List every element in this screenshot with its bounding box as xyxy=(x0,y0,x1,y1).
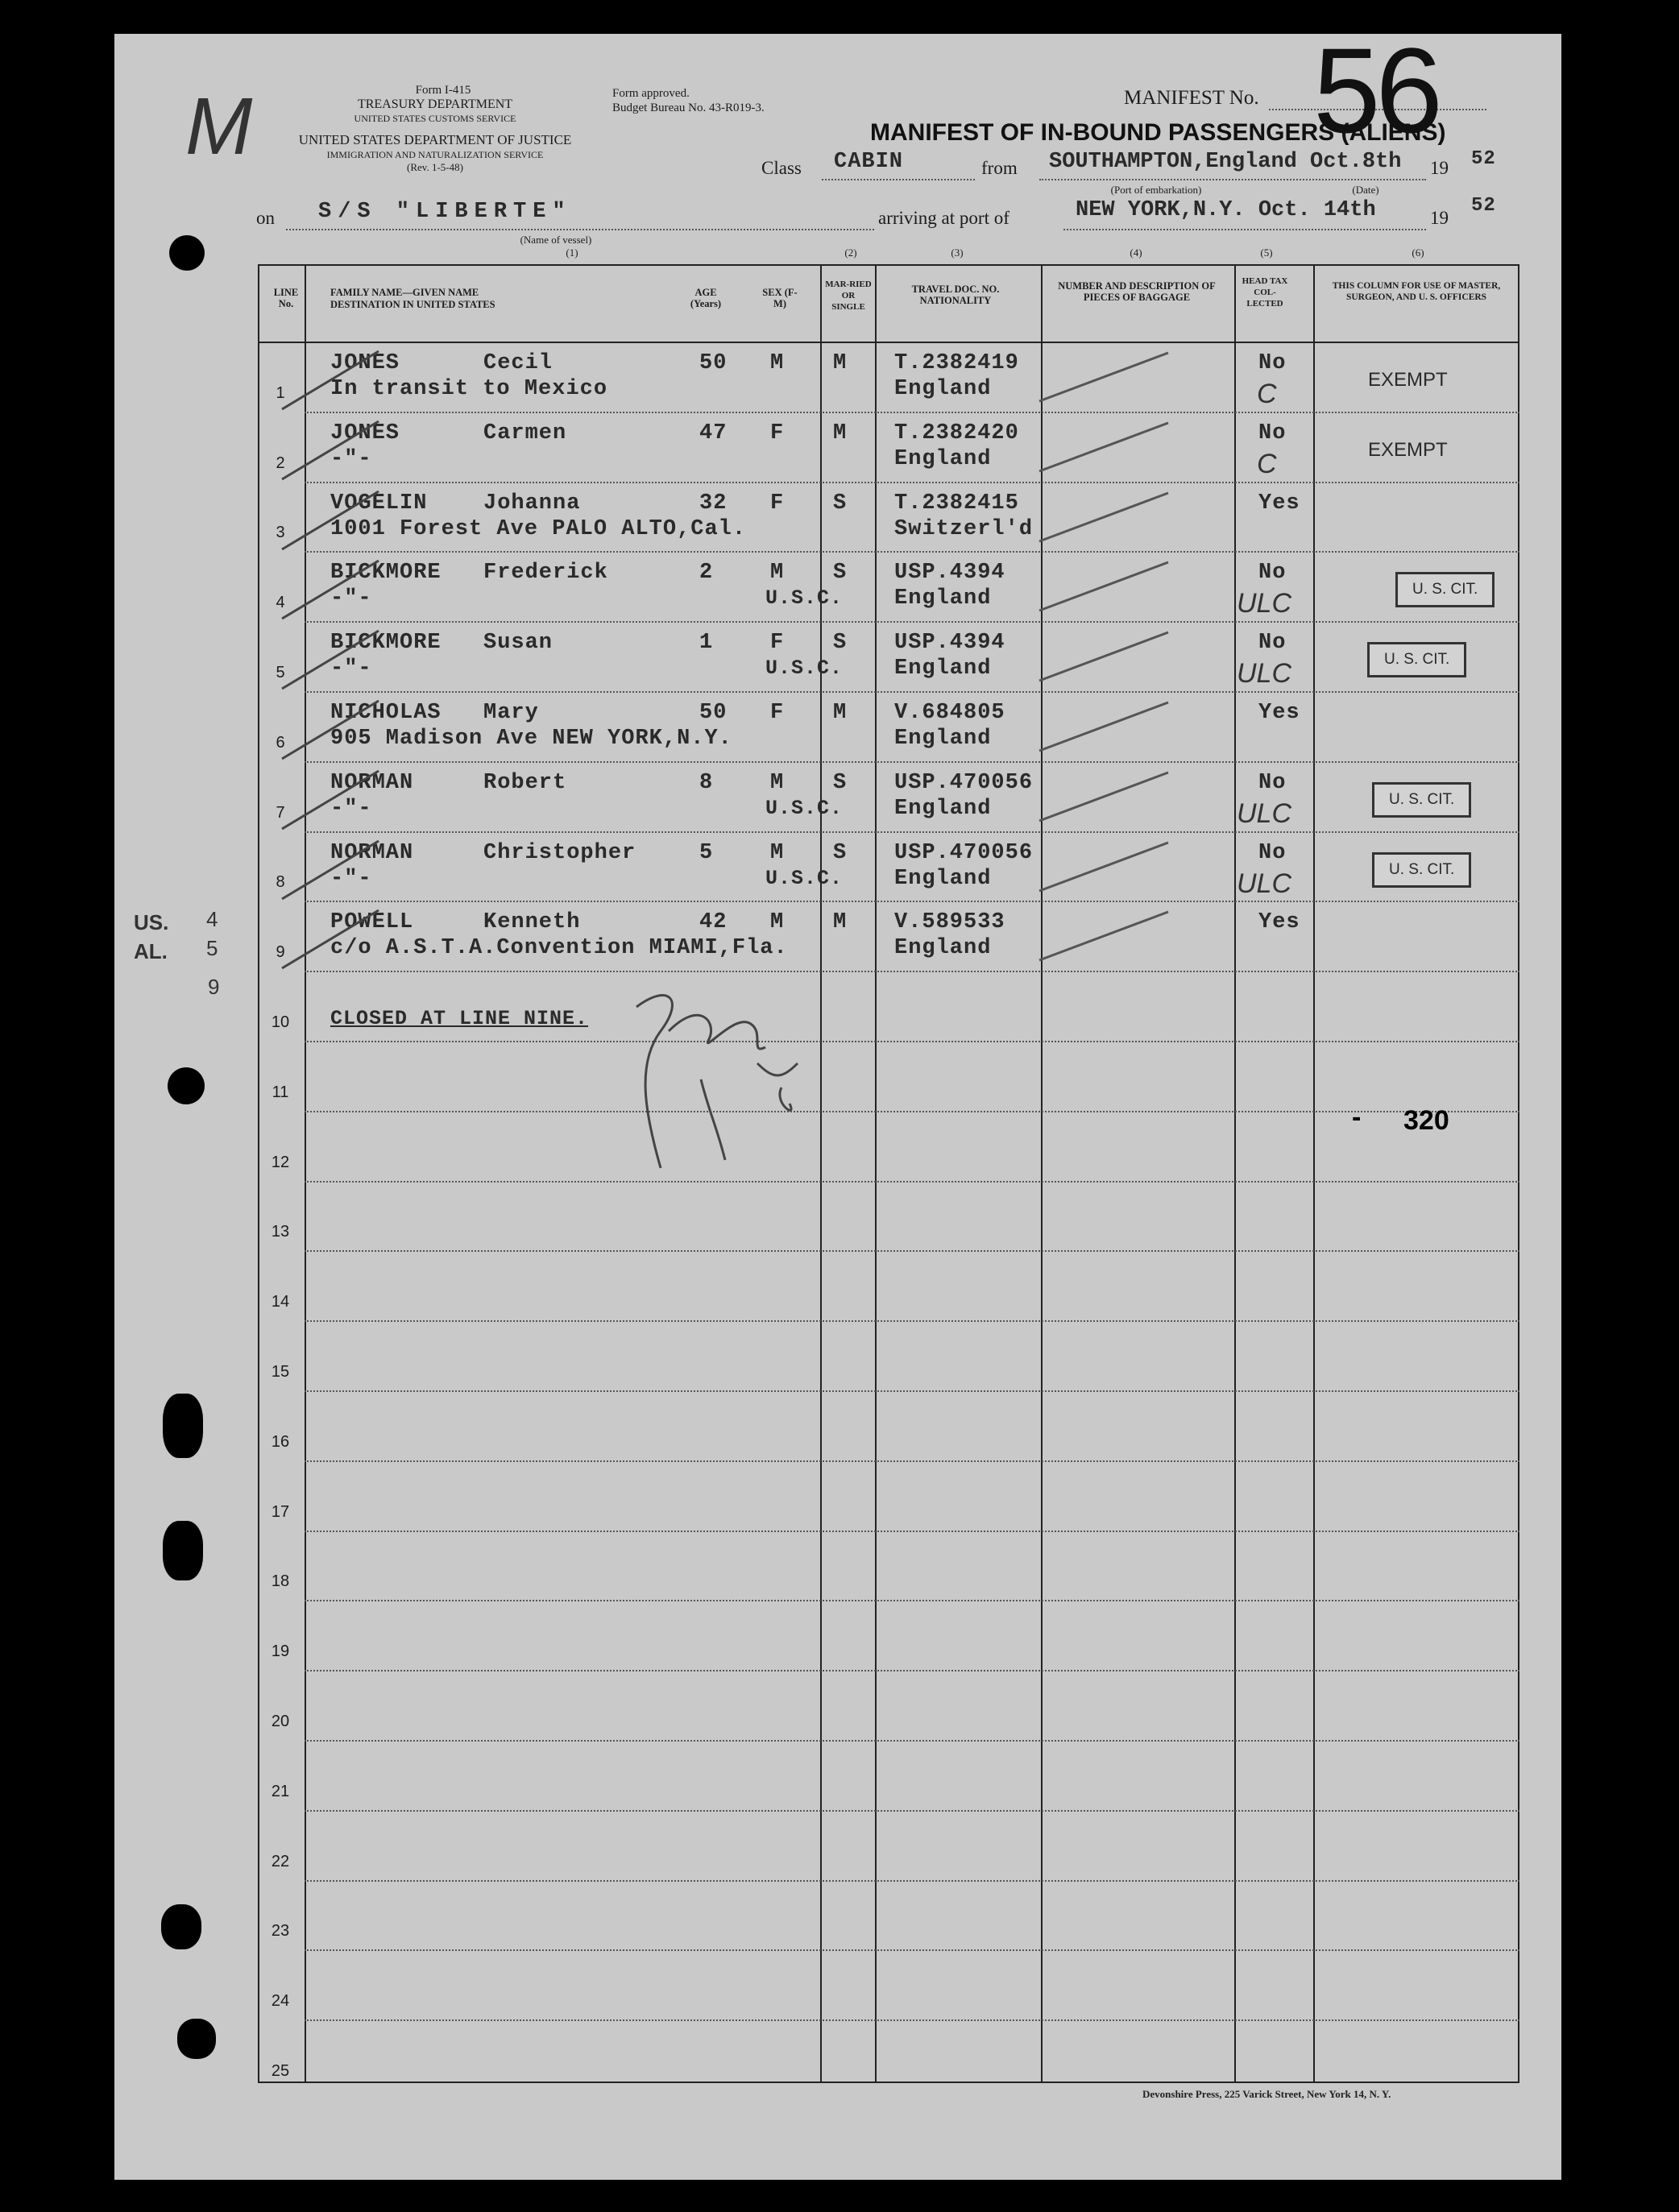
us-citizen-stamp: U. S. CIT. xyxy=(1372,782,1471,818)
line-number: 25 xyxy=(271,2062,290,2080)
check-strokes xyxy=(266,835,1523,907)
line-number: 10 xyxy=(271,1013,290,1031)
marital-status: M xyxy=(833,351,848,375)
line-number: 16 xyxy=(271,1432,290,1451)
line-number: 8 xyxy=(276,873,285,892)
line-number: 21 xyxy=(271,1782,290,1800)
year-prefix-depart: 19 xyxy=(1430,158,1449,178)
age: 2 xyxy=(699,561,714,586)
given-name: Carmen xyxy=(483,420,567,445)
officer-signature xyxy=(612,967,822,1184)
nationality: England xyxy=(894,586,992,611)
travel-doc-number: T.2382415 xyxy=(894,491,1019,516)
line-number: 18 xyxy=(271,1572,290,1591)
head-tax: No xyxy=(1258,561,1287,586)
destination: 1001 Forest Ave PALO ALTO,Cal. xyxy=(330,516,747,541)
header-treasury: TREASURY DEPARTMENT xyxy=(357,97,513,111)
sex: F xyxy=(770,631,785,656)
handwritten-margin-mark: M xyxy=(185,81,253,172)
nationality: England xyxy=(894,866,992,891)
row-rule xyxy=(305,1320,1519,1322)
sex: M xyxy=(770,561,785,586)
family-name: NORMAN xyxy=(330,770,414,795)
us-citizen-stamp: U. S. CIT. xyxy=(1395,572,1495,607)
destination: 905 Madison Ave NEW YORK,N.Y. xyxy=(330,727,732,751)
row-rule xyxy=(305,1041,1519,1042)
line-number: 6 xyxy=(276,733,285,752)
arriving-value: NEW YORK,N.Y. Oct. 14th xyxy=(1076,198,1376,222)
sex: F xyxy=(770,420,785,445)
destination: -"- xyxy=(330,446,372,471)
port-embarkation-caption: (Port of embarkation) xyxy=(1110,184,1202,196)
line-number: 19 xyxy=(271,1642,290,1661)
tally-al-label: AL. xyxy=(134,939,168,963)
travel-doc-number: V.684805 xyxy=(894,701,1005,725)
family-name: VOGELIN xyxy=(330,491,428,516)
sex: M xyxy=(770,351,785,375)
destination: -"- xyxy=(330,796,372,821)
from-label: from xyxy=(981,158,1018,178)
line-number: 22 xyxy=(271,1852,290,1870)
check-strokes xyxy=(266,554,1523,627)
nationality: England xyxy=(894,936,992,961)
line-number: 5 xyxy=(276,664,285,681)
line-number: 11 xyxy=(272,1083,289,1101)
head-tax: No xyxy=(1258,840,1287,865)
row-rule xyxy=(305,1460,1519,1462)
header-customs: UNITED STATES CUSTOMS SERVICE xyxy=(354,113,516,124)
binder-hole xyxy=(168,1067,205,1104)
line-number: 4 xyxy=(276,594,285,612)
class-value: CABIN xyxy=(834,150,904,174)
family-name: NICHOLAS xyxy=(330,701,442,725)
binder-hole xyxy=(169,235,205,271)
nationality: England xyxy=(894,446,992,471)
citizenship-note: U.S.C. xyxy=(765,586,844,611)
head-tax: Yes xyxy=(1258,701,1300,725)
travel-doc-number: T.2382420 xyxy=(894,420,1019,445)
vessel-caption: (Name of vessel) xyxy=(520,234,592,246)
family-name: NORMAN xyxy=(330,840,414,865)
check-strokes xyxy=(266,904,1523,976)
check-strokes xyxy=(266,624,1523,697)
travel-doc-number: USP.470056 xyxy=(894,840,1034,865)
sex: M xyxy=(770,910,785,935)
nationality: Switzerl'd xyxy=(894,516,1034,541)
col-num-4: (4) xyxy=(1130,246,1142,259)
nationality: England xyxy=(894,727,992,751)
head-tax-mark: ULC xyxy=(1237,658,1292,690)
destination: c/o A.S.T.A.Convention MIAMI,Fla. xyxy=(330,936,788,961)
binder-hole xyxy=(163,1394,203,1458)
tally-us-label: US. xyxy=(134,910,169,934)
head-tax-mark: ULC xyxy=(1237,868,1292,899)
given-name: Frederick xyxy=(483,561,608,586)
line-number: 12 xyxy=(271,1153,290,1171)
head-tax-mark: ULC xyxy=(1237,588,1292,619)
destination: -"- xyxy=(330,657,372,681)
sex: M xyxy=(770,840,785,865)
header-form-number: Form I-415 xyxy=(415,84,471,97)
line-number: 14 xyxy=(271,1293,290,1311)
tally-us-value: 4 xyxy=(206,907,218,931)
col-header-married: MAR-RIED OR SINGLE xyxy=(825,280,872,312)
marital-status: M xyxy=(833,701,848,725)
class-label: Class xyxy=(761,158,802,178)
row-rule xyxy=(305,1949,1519,1951)
arriving-label: arriving at port of xyxy=(878,208,1009,228)
head-tax: No xyxy=(1258,770,1287,795)
col-num-5: (5) xyxy=(1260,246,1273,259)
family-name: BICKMORE xyxy=(330,631,442,656)
check-strokes xyxy=(266,694,1523,767)
col-num-6: (6) xyxy=(1412,246,1424,259)
binder-hole xyxy=(161,1904,201,1949)
col-header-name: FAMILY NAME—GIVEN NAME xyxy=(330,287,479,298)
family-name: JONES xyxy=(330,351,400,375)
destination: -"- xyxy=(330,866,372,891)
header-budget: Budget Bureau No. 43-R019-3. xyxy=(612,101,765,114)
count-total: 320 xyxy=(1403,1105,1449,1136)
given-name: Kenneth xyxy=(483,910,581,935)
check-strokes xyxy=(266,485,1523,557)
officer-note-exempt: EXEMPT xyxy=(1368,369,1448,391)
age: 32 xyxy=(699,491,728,516)
col-header-baggage: NUMBER AND DESCRIPTION OF PIECES OF BAGGAGE xyxy=(1058,280,1216,303)
nationality: England xyxy=(894,657,992,681)
manifest-number: 56 xyxy=(1313,23,1438,158)
age: 47 xyxy=(699,420,728,445)
header-approved: Form approved. xyxy=(612,87,690,100)
given-name: Cecil xyxy=(483,351,553,375)
row-rule xyxy=(305,1600,1519,1601)
nationality: England xyxy=(894,796,992,821)
destination: -"- xyxy=(330,586,372,611)
travel-doc-number: T.2382419 xyxy=(894,351,1019,375)
head-tax: Yes xyxy=(1258,910,1300,935)
count-dash: - xyxy=(1352,1102,1362,1133)
head-tax: Yes xyxy=(1258,491,1300,516)
row-rule xyxy=(305,1390,1519,1392)
head-tax: No xyxy=(1258,420,1287,445)
age: 50 xyxy=(699,701,728,725)
nationality: England xyxy=(894,377,992,401)
row-rule xyxy=(305,1531,1519,1532)
age: 42 xyxy=(699,910,728,935)
marital-status: S xyxy=(833,491,848,516)
row-rule xyxy=(305,1670,1519,1671)
head-tax: No xyxy=(1258,351,1287,375)
check-strokes xyxy=(266,345,1523,417)
sex: F xyxy=(770,701,785,725)
col-header-line-no: LINE No. xyxy=(273,287,299,309)
line-number: 20 xyxy=(271,1713,290,1730)
row-rule xyxy=(305,1810,1519,1812)
line-number: 9 xyxy=(276,943,285,962)
line-number: 1 xyxy=(276,383,285,402)
head-tax: No xyxy=(1258,631,1287,656)
line-number: 3 xyxy=(276,524,285,542)
header-rev: (Rev. 1-5-48) xyxy=(407,161,463,173)
given-name: Susan xyxy=(483,631,553,656)
marital-status: S xyxy=(833,561,848,586)
given-name: Johanna xyxy=(483,491,581,516)
year-depart: 52 xyxy=(1471,148,1496,170)
family-name: JONES xyxy=(330,420,400,445)
tally-total: 9 xyxy=(208,975,220,999)
age: 5 xyxy=(699,840,714,865)
row-rule xyxy=(305,1250,1519,1252)
travel-doc-number: USP.4394 xyxy=(894,631,1005,656)
tally-al-value: 5 xyxy=(206,936,218,960)
travel-doc-number: USP.4394 xyxy=(894,561,1005,586)
destination: In transit to Mexico xyxy=(330,377,608,401)
age: 1 xyxy=(699,631,714,656)
head-tax-mark: ULC xyxy=(1237,797,1292,829)
col-header-head-tax: HEAD TAX COL-LECTED xyxy=(1242,276,1288,309)
line-number: 2 xyxy=(276,454,285,472)
marital-status: M xyxy=(833,420,848,445)
col-header-destination: DESTINATION IN UNITED STATES xyxy=(330,299,495,310)
row-rule xyxy=(305,1740,1519,1742)
line-number: 13 xyxy=(271,1223,290,1241)
age: 50 xyxy=(699,351,728,375)
travel-doc-number: USP.470056 xyxy=(894,770,1034,795)
us-citizen-stamp: U. S. CIT. xyxy=(1372,852,1471,888)
citizenship-note: U.S.C. xyxy=(765,796,844,820)
date-caption: (Date) xyxy=(1352,184,1379,196)
line-number: 24 xyxy=(271,1992,290,2011)
class-line xyxy=(822,179,975,180)
line-number: 23 xyxy=(271,1922,290,1941)
given-name: Christopher xyxy=(483,840,636,865)
marital-status: S xyxy=(833,770,848,795)
officer-note-exempt: EXEMPT xyxy=(1368,438,1448,461)
vessel-column-number: (1) xyxy=(566,246,578,259)
citizenship-note: U.S.C. xyxy=(765,866,844,890)
header-rule xyxy=(258,342,1519,343)
row-rule xyxy=(305,1111,1519,1112)
year-prefix-arrive: 19 xyxy=(1430,208,1449,228)
check-strokes xyxy=(266,764,1523,837)
row-rule xyxy=(305,1880,1519,1882)
us-citizen-stamp: U. S. CIT. xyxy=(1367,642,1466,677)
sex: M xyxy=(770,770,785,795)
manifest-number-label: MANIFEST No. xyxy=(1124,87,1259,109)
line-number: 15 xyxy=(271,1363,290,1381)
col-header-officers: THIS COLUMN FOR USE OF MASTER, SURGEON, AND U. S. OFFICERS xyxy=(1332,281,1501,302)
col-num-2: (2) xyxy=(844,246,857,259)
age: 8 xyxy=(699,770,714,795)
page-title: MANIFEST OF IN-BOUND PASSENGERS (ALIENS) xyxy=(870,119,1446,146)
from-value: SOUTHAMPTON,England Oct.8th xyxy=(1049,150,1402,174)
header-justice: UNITED STATES DEPARTMENT OF JUSTICE xyxy=(298,132,572,147)
marital-status: S xyxy=(833,840,848,865)
travel-doc-number: V.589533 xyxy=(894,910,1005,935)
line-number: 7 xyxy=(276,803,285,822)
marital-status: S xyxy=(833,631,848,656)
citizenship-note: U.S.C. xyxy=(765,657,844,681)
given-name: Robert xyxy=(483,770,567,795)
given-name: Mary xyxy=(483,701,539,725)
from-line xyxy=(1039,179,1426,180)
col-num-3: (3) xyxy=(951,246,964,259)
row-rule xyxy=(305,2019,1519,2021)
header-ins: IMMIGRATION AND NATURALIZATION SERVICE xyxy=(326,149,544,160)
printer-imprint: Devonshire Press, 225 Varick Street, New York 14, N. Y. xyxy=(1142,2088,1391,2100)
col-header-age: AGE (Years) xyxy=(690,287,722,309)
closed-at-line-text: CLOSED AT LINE NINE. xyxy=(330,1007,589,1030)
family-name: BICKMORE xyxy=(330,561,442,586)
sex: F xyxy=(770,491,785,516)
check-strokes xyxy=(266,415,1523,487)
arriving-line xyxy=(1063,229,1426,230)
head-tax-mark: C xyxy=(1257,448,1277,479)
family-name: POWELL xyxy=(330,910,414,935)
vessel-name: S/S "LIBERTE" xyxy=(318,200,572,224)
on-label: on xyxy=(256,208,275,228)
marital-status: M xyxy=(833,910,848,935)
row-rule xyxy=(305,1181,1519,1183)
col-header-travel-doc: TRAVEL DOC. NO. NATIONALITY xyxy=(911,284,1000,306)
line-number: 17 xyxy=(271,1502,290,1521)
col-header-sex: SEX (F-M) xyxy=(762,287,798,309)
year-arrive: 52 xyxy=(1471,195,1496,217)
vessel-line xyxy=(286,229,874,230)
binder-hole xyxy=(163,1521,203,1580)
head-tax-mark: C xyxy=(1257,379,1277,409)
binder-hole xyxy=(177,2019,216,2059)
